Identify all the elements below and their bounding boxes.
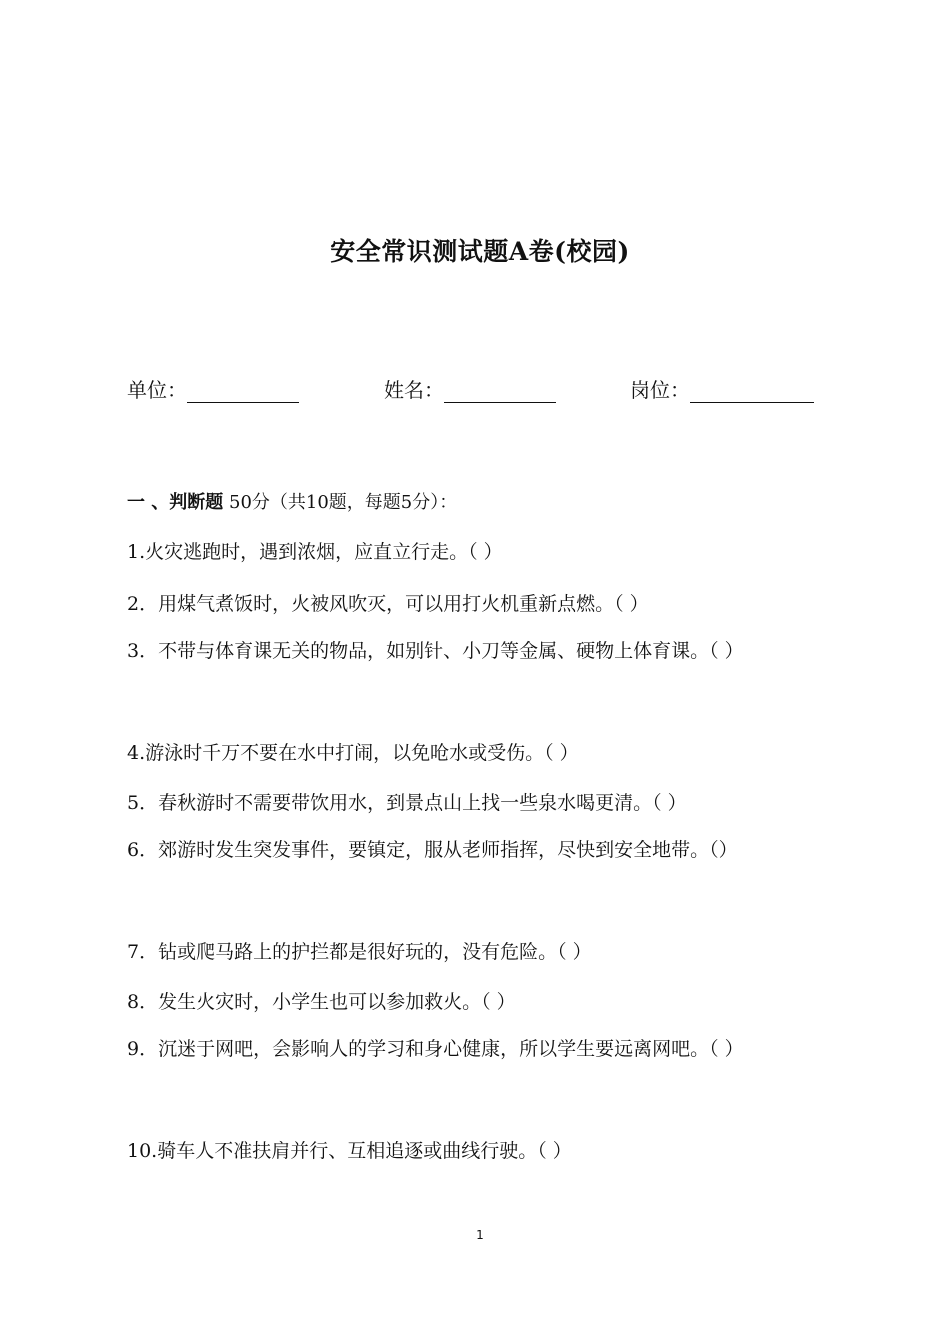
question-7: 7．钻或爬马路上的护拦都是很好玩的，没有危险。（ ） bbox=[127, 941, 592, 963]
question-4: 4.游泳时千万不要在水中打闹，以免呛水或受伤。（ ） bbox=[127, 742, 579, 764]
section-title: 一 、判断题 bbox=[127, 492, 224, 513]
page-title: 安全常识测试题A卷(校园) bbox=[330, 237, 630, 266]
name-label: 姓名： bbox=[384, 378, 444, 402]
unit-field bbox=[127, 374, 299, 403]
question-6: 6．郊游时发生突发事件，要镇定，服从老师指挥，尽快到安全地带。（） bbox=[127, 839, 738, 861]
question-5: 5．春秋游时不需要带饮用水，到景点山上找一些泉水喝更清。（ ） bbox=[127, 792, 687, 814]
question-1: 1.火灾逃跑时，遇到浓烟，应直立行走。（ ） bbox=[127, 541, 503, 563]
page-number: 1 bbox=[476, 1228, 484, 1242]
question-8: 8．发生火灾时，小学生也可以参加救火。（ ） bbox=[127, 991, 516, 1013]
name-field bbox=[384, 374, 556, 403]
info-fields bbox=[127, 374, 847, 410]
post-blank[interactable] bbox=[690, 378, 814, 403]
section-desc: 50分（共10题，每题5分）： bbox=[223, 492, 458, 513]
question-3: 3．不带与体育课无关的物品，如别针、小刀等金属、硬物上体育课。（ ） bbox=[127, 640, 744, 662]
unit-label: 单位： bbox=[127, 378, 187, 402]
name-blank[interactable] bbox=[444, 378, 556, 403]
unit-blank[interactable] bbox=[187, 378, 299, 403]
post-field bbox=[630, 374, 814, 403]
question-2: 2．用煤气煮饭时，火被风吹灭，可以用打火机重新点燃。（ ） bbox=[127, 593, 649, 615]
question-9: 9．沉迷于网吧，会影响人的学习和身心健康，所以学生要远离网吧。（ ） bbox=[127, 1038, 744, 1060]
post-label: 岗位： bbox=[630, 378, 690, 402]
section-heading bbox=[127, 488, 457, 514]
question-10: 10.骑车人不准扶肩并行、互相追逐或曲线行驶。（ ） bbox=[127, 1140, 572, 1162]
